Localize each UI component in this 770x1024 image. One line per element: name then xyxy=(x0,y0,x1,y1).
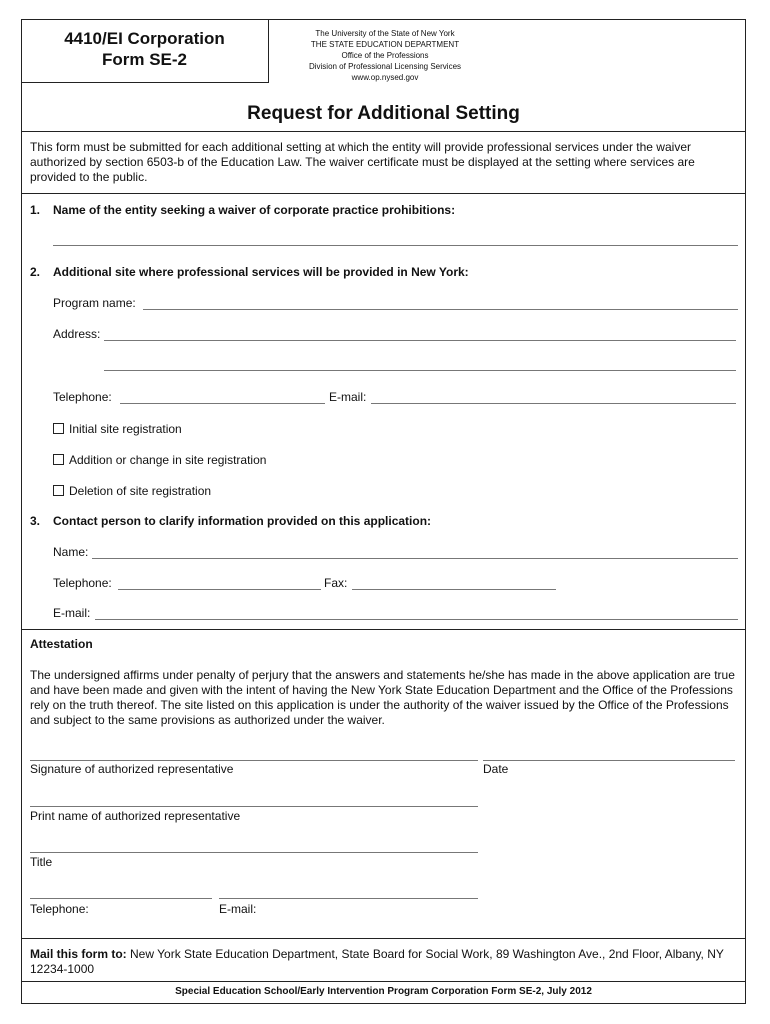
attestation-text: The undersigned affirms under penalty of perjury that the answers and statements he/she has made in the above application are true and have been made and given with the intent of having the New York State Education Department and the Office of the Professions rely on the truth thereof. The site listed on this application is under the authority of the waiver issued by the Office of the Professions and subject to the same provisions as authorized under the waiver. xyxy=(30,668,735,727)
entity-name-field[interactable] xyxy=(53,245,738,246)
section2-heading: Additional site where professional services will be provided in New York: xyxy=(53,265,469,279)
print-name-field[interactable] xyxy=(30,806,478,807)
form-id-box xyxy=(21,19,269,83)
divider xyxy=(21,193,746,194)
initial-registration-checkbox[interactable] xyxy=(53,423,64,434)
contact-fax-field[interactable] xyxy=(352,589,556,590)
footer: Special Education School/Early Intervention Program Corporation Form SE-2, July 2012 xyxy=(175,986,592,997)
deletion-label: Deletion of site registration xyxy=(69,484,212,498)
title-label: Title xyxy=(30,855,53,869)
site-telephone-label: Telephone: xyxy=(53,390,112,404)
contact-telephone-label: Telephone: xyxy=(53,576,112,590)
section3-heading: Contact person to clarify information provided on this application: xyxy=(53,514,432,528)
agency-block xyxy=(280,28,490,83)
attestation-heading: Attestation xyxy=(30,637,93,651)
contact-email-label: E-mail: xyxy=(53,606,91,620)
contact-fax-label: Fax: xyxy=(324,576,348,590)
mail-address: New York State Education Department, State Board for Social Work, 89 Washington Ave., 2nd Floor, Albany, NY 12234-1000 xyxy=(30,947,724,976)
signer-email-field[interactable] xyxy=(219,898,478,899)
addition-change-checkbox[interactable] xyxy=(53,454,64,465)
page-title: Request for Additional Setting xyxy=(247,103,520,124)
title-field[interactable] xyxy=(30,852,478,853)
deletion-checkbox[interactable] xyxy=(53,485,64,496)
site-email-label: E-mail: xyxy=(329,390,367,404)
contact-telephone-field[interactable] xyxy=(118,589,321,590)
divider xyxy=(21,629,746,630)
addition-change-label: Addition or change in site registration xyxy=(69,453,267,467)
signer-telephone-label: Telephone: xyxy=(30,902,89,916)
date-field[interactable] xyxy=(483,760,735,761)
section1-number: 1. xyxy=(30,203,41,217)
initial-registration-label: Initial site registration xyxy=(69,422,182,436)
agency-line: Office of the Professions xyxy=(341,51,429,60)
agency-line: THE STATE EDUCATION DEPARTMENT xyxy=(310,40,460,49)
section1-heading: Name of the entity seeking a waiver of corporate practice prohibitions: xyxy=(53,203,456,217)
site-email-field[interactable] xyxy=(371,403,736,404)
signature-field[interactable] xyxy=(30,760,478,761)
contact-name-field[interactable] xyxy=(92,558,738,559)
mail-instructions xyxy=(30,947,740,977)
date-label: Date xyxy=(483,762,509,776)
program-name-field[interactable] xyxy=(143,309,738,310)
program-name-label: Program name: xyxy=(53,296,136,310)
section2-number: 2. xyxy=(30,265,41,279)
address-field-line2[interactable] xyxy=(104,370,736,371)
print-name-label: Print name of authorized representative xyxy=(30,809,241,823)
address-label: Address: xyxy=(53,327,101,341)
intro-text: This form must be submitted for each additional setting at which the entity will provide professional services under the waiver authorized by section 6503-b of the Education Law. The waiver certificate must be displayed at the setting where services are provided to the public. xyxy=(30,140,695,184)
address-field-line1[interactable] xyxy=(104,340,736,341)
form-id-line1: 4410/EI Corporation xyxy=(64,29,225,48)
signer-telephone-field[interactable] xyxy=(30,898,212,899)
form-id-line2: Form SE-2 xyxy=(101,50,188,69)
agency-line: Division of Professional Licensing Services xyxy=(308,62,462,71)
agency-line: The University of the State of New York xyxy=(315,29,455,38)
contact-email-field[interactable] xyxy=(95,619,738,620)
contact-name-label: Name: xyxy=(53,545,89,559)
divider xyxy=(21,938,746,939)
divider xyxy=(21,131,746,132)
signature-label: Signature of authorized representative xyxy=(30,762,234,776)
mail-label: Mail this form to: xyxy=(30,947,127,961)
site-telephone-field[interactable] xyxy=(120,403,325,404)
agency-url: www.op.nysed.gov xyxy=(351,73,419,82)
signer-email-label: E-mail: xyxy=(219,902,257,916)
section3-number: 3. xyxy=(30,514,41,528)
